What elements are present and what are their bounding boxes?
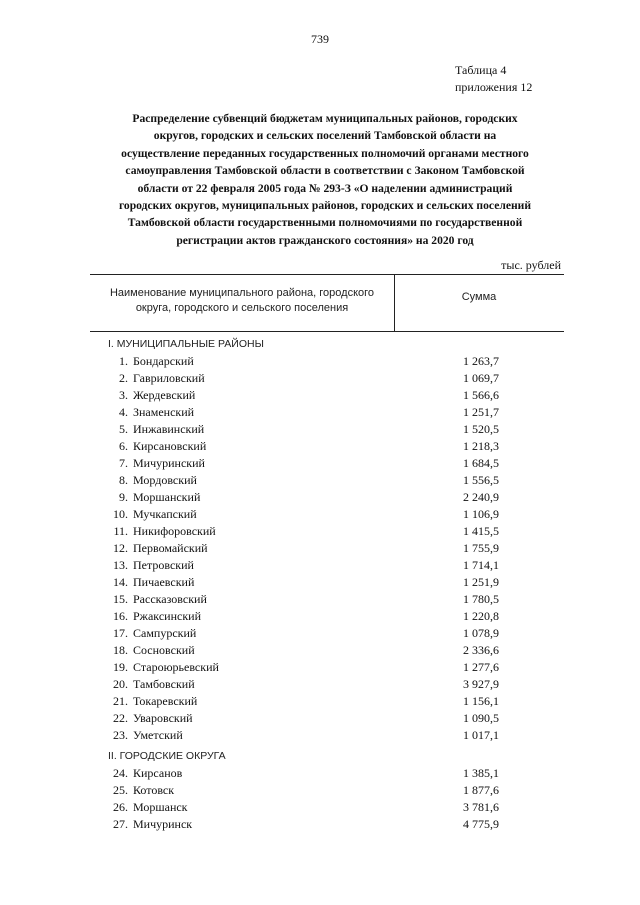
row-name: Гавриловский bbox=[133, 371, 205, 385]
row-name: Токаревский bbox=[133, 694, 198, 708]
row-value: 1 251,7 bbox=[463, 405, 499, 419]
column-header-name-line: округа, городского и сельского поселения bbox=[135, 302, 349, 314]
row-value: 1 218,3 bbox=[463, 439, 499, 453]
row-value: 1 556,5 bbox=[463, 473, 499, 487]
row-name: Кирсановский bbox=[133, 439, 207, 453]
row-name: Котовск bbox=[133, 783, 175, 797]
table-row bbox=[0, 455, 640, 472]
row-name: Инжавинский bbox=[133, 422, 205, 436]
row-number: 26. bbox=[113, 800, 128, 814]
row-number: 21. bbox=[113, 694, 128, 708]
table-row bbox=[0, 404, 640, 421]
title-line: осуществление переданных государственных полномочий органами местного bbox=[121, 146, 529, 160]
row-name: Пичаевский bbox=[133, 575, 195, 589]
table-row bbox=[0, 676, 640, 693]
row-number: 3. bbox=[119, 388, 128, 402]
table-row bbox=[0, 370, 640, 387]
row-name: Петровский bbox=[133, 558, 194, 572]
table-row bbox=[0, 472, 640, 489]
row-number: 14. bbox=[113, 575, 128, 589]
appendix-number: приложения 12 bbox=[455, 80, 533, 94]
row-name: Первомайский bbox=[133, 541, 208, 555]
table-row bbox=[0, 421, 640, 438]
row-name: Моршанский bbox=[133, 490, 201, 504]
row-value: 1 106,9 bbox=[463, 507, 499, 521]
table-row bbox=[0, 591, 640, 608]
row-number: 11. bbox=[113, 524, 128, 538]
row-value: 1 385,1 bbox=[463, 766, 499, 780]
row-number: 20. bbox=[113, 677, 128, 691]
row-value: 1 277,6 bbox=[463, 660, 499, 674]
row-number: 8. bbox=[119, 473, 128, 487]
row-name: Мичуринский bbox=[133, 456, 205, 470]
table-top-rule bbox=[90, 274, 564, 275]
row-name: Кирсанов bbox=[133, 766, 183, 780]
page-number: 739 bbox=[311, 32, 329, 46]
row-value: 1 251,9 bbox=[463, 575, 499, 589]
table-row bbox=[0, 523, 640, 540]
row-number: 1. bbox=[119, 354, 128, 368]
row-value: 1 415,5 bbox=[463, 524, 499, 538]
row-name: Уметский bbox=[133, 728, 183, 742]
row-number: 10. bbox=[113, 507, 128, 521]
row-value: 1 090,5 bbox=[463, 711, 499, 725]
table-row bbox=[0, 489, 640, 506]
row-value: 3 927,9 bbox=[463, 677, 499, 691]
row-name: Знаменский bbox=[133, 405, 195, 419]
row-value: 1 156,1 bbox=[463, 694, 499, 708]
row-number: 25. bbox=[113, 783, 128, 797]
table-row bbox=[0, 574, 640, 591]
column-header-sum: Сумма bbox=[461, 291, 497, 303]
title-line: Тамбовской области государственными полномочиями по государственной bbox=[127, 216, 523, 230]
row-number: 4. bbox=[119, 405, 128, 419]
title-line: самоуправления Тамбовской области в соответствии с Законом Тамбовской bbox=[125, 164, 525, 178]
table-row bbox=[0, 765, 640, 782]
row-number: 24. bbox=[113, 766, 128, 780]
row-value: 4 775,9 bbox=[463, 817, 499, 831]
table-row bbox=[0, 506, 640, 523]
row-name: Никифоровский bbox=[133, 524, 216, 538]
row-number: 9. bbox=[119, 490, 128, 504]
row-name: Ржаксинский bbox=[133, 609, 201, 623]
row-value: 1 714,1 bbox=[463, 558, 499, 572]
row-name: Сосновский bbox=[133, 643, 195, 657]
row-name: Моршанск bbox=[133, 800, 188, 814]
row-value: 2 336,6 bbox=[463, 643, 499, 657]
row-number: 27. bbox=[113, 817, 128, 831]
title-line: Распределение субвенций бюджетам муниципальных районов, городских bbox=[132, 112, 518, 125]
column-header-name bbox=[90, 286, 394, 316]
table-row bbox=[0, 816, 640, 833]
row-number: 6. bbox=[119, 439, 128, 453]
table-row bbox=[0, 557, 640, 574]
row-name: Сампурский bbox=[133, 626, 197, 640]
row-name: Бондарский bbox=[133, 354, 194, 368]
row-value: 1 263,7 bbox=[463, 354, 499, 368]
column-header-name-line: Наименование муниципального района, городского bbox=[109, 287, 375, 299]
row-value: 1 069,7 bbox=[463, 371, 499, 385]
section-heading: I. МУНИЦИПАЛЬНЫЕ РАЙОНЫ bbox=[108, 338, 264, 350]
table-row bbox=[0, 727, 640, 744]
row-number: 5. bbox=[119, 422, 128, 436]
row-name: Тамбовский bbox=[133, 677, 195, 691]
row-number: 12. bbox=[113, 541, 128, 555]
title-line: регистрации актов гражданского состояния» на 2020 год bbox=[176, 233, 474, 247]
row-number: 18. bbox=[113, 643, 128, 657]
row-name: Мучкапский bbox=[133, 507, 197, 521]
row-value: 1 520,5 bbox=[463, 422, 499, 436]
row-number: 17. bbox=[113, 626, 128, 640]
row-value: 1 684,5 bbox=[463, 456, 499, 470]
title-line: городских округов, муниципальных районов, городских и сельских поселений bbox=[118, 199, 532, 213]
table-number: Таблица 4 bbox=[455, 63, 507, 77]
row-number: 15. bbox=[113, 592, 128, 606]
table-row bbox=[0, 799, 640, 816]
row-number: 7. bbox=[119, 456, 128, 470]
row-name: Рассказовский bbox=[133, 592, 207, 606]
title-line: области от 22 февраля 2005 года № 293-З «О наделении администраций bbox=[137, 181, 513, 195]
table-row bbox=[0, 625, 640, 642]
table-body bbox=[0, 336, 640, 833]
row-number: 22. bbox=[113, 711, 128, 725]
row-number: 2. bbox=[119, 371, 128, 385]
row-name: Мордовский bbox=[133, 473, 197, 487]
row-value: 2 240,9 bbox=[463, 490, 499, 504]
row-name: Уваровский bbox=[133, 711, 193, 725]
row-number: 23. bbox=[113, 728, 128, 742]
table-row bbox=[0, 608, 640, 625]
table-row bbox=[0, 540, 640, 557]
row-value: 1 780,5 bbox=[463, 592, 499, 606]
table-reference bbox=[455, 62, 532, 96]
table-row bbox=[0, 710, 640, 727]
row-number: 16. bbox=[113, 609, 128, 623]
row-value: 1 877,6 bbox=[463, 783, 499, 797]
title-line: округов, городских и сельских поселений Тамбовской области на bbox=[153, 129, 497, 143]
row-name: Жердевский bbox=[133, 388, 196, 402]
table-row bbox=[0, 387, 640, 404]
row-value: 1 078,9 bbox=[463, 626, 499, 640]
units-label: тыс. рублей bbox=[501, 258, 561, 272]
table-row bbox=[0, 659, 640, 676]
table-row bbox=[0, 782, 640, 799]
section-heading: II. ГОРОДСКИЕ ОКРУГА bbox=[108, 750, 226, 762]
table-row bbox=[0, 693, 640, 710]
table-row bbox=[0, 353, 640, 370]
row-value: 1 220,8 bbox=[463, 609, 499, 623]
row-value: 3 781,6 bbox=[463, 800, 499, 814]
row-name: Староюрьевский bbox=[133, 660, 219, 674]
table-row bbox=[0, 642, 640, 659]
header-bottom-rule bbox=[90, 331, 564, 332]
row-number: 19. bbox=[113, 660, 128, 674]
row-value: 1 017,1 bbox=[463, 728, 499, 742]
document-title bbox=[95, 110, 555, 249]
row-name: Мичуринск bbox=[133, 817, 193, 831]
row-number: 13. bbox=[113, 558, 128, 572]
row-value: 1 566,6 bbox=[463, 388, 499, 402]
table-row bbox=[0, 438, 640, 455]
row-value: 1 755,9 bbox=[463, 541, 499, 555]
